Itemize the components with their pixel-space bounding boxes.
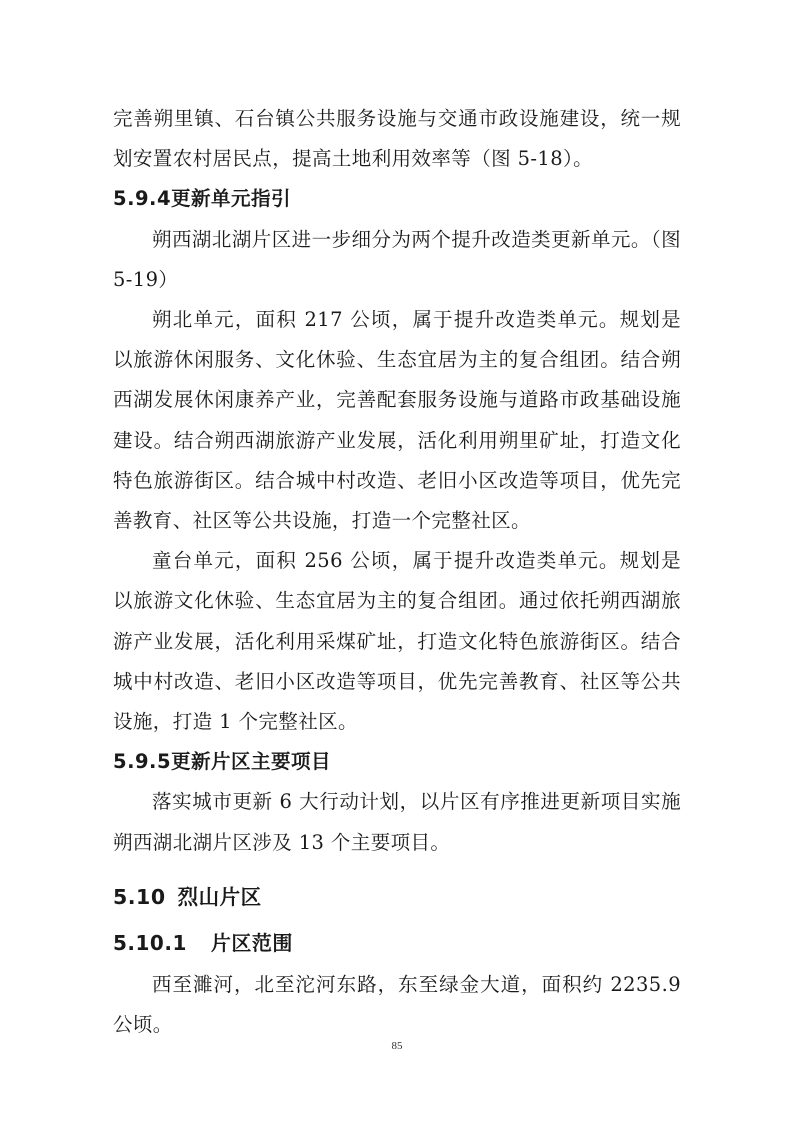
paragraph-shuobei-unit: 朔北单元，面积 217 公顷，属于提升改造类单元。规划是以旅游休闲服务、文化休验、生态宜居为主的复合组团。结合朔西湖发展休闲康养产业，完善配套服务设施与道路市政基础设施建设。结合朔西湖旅游产业发展，活化利用朔里矿址，打造文化特色旅游街区。结合城中村改造、老旧小区改造等项目，优先完善教育、社区等公共设施，打造一个完整社区。 [113,308,681,533]
paragraph-tongtai-unit: 童台单元，面积 256 公顷，属于提升改造类单元。规划是以旅游文化休验、生态宜居为主的复合组团。通过依托朔西湖旅游产业发展，活化利用采煤矿址，打造文化特色旅游街区。结合城中村改造、老旧小区改造等项目，优先完善教育、社区等公共设施，打造 1 个完整社区。 [113,549,681,734]
paragraph-units-intro: 朔西湖北湖片区进一步细分为两个提升改造类更新单元。（图 5-19） [113,227,681,291]
page-number: 85 [391,1040,403,1052]
paragraph-settlement: 完善朔里镇、石台镇公共服务设施与交通市政设施建设，统一规划安置农村居民点，提高土地利用效率等（图 5-18）。 [113,107,681,171]
paragraph-area-scope: 西至濉河，北至沱河东路，东至绿金大道，面积约 2235.9 公顷。 [113,972,681,1037]
heading-5-9-5: 5.9.5更新片区主要项目 [113,750,332,774]
heading-5-10-1-number: 5.10.1 [113,930,187,955]
heading-5-10-1-title: 片区范围 [210,930,293,955]
paragraph-projects: 落实城市更新 6 大行动计划，以片区有序推进更新项目实施朔西湖北湖片区涉及 13 个主要项目。 [113,790,681,854]
heading-5-10-1 [113,923,681,963]
document-body [113,99,681,1045]
heading-5-10-title: 烈山片区 [177,884,262,909]
heading-5-10-number: 5.10 [113,884,166,909]
heading-5-9-4: 5.9.4更新单元指引 [113,187,292,211]
heading-5-10 [113,877,681,917]
